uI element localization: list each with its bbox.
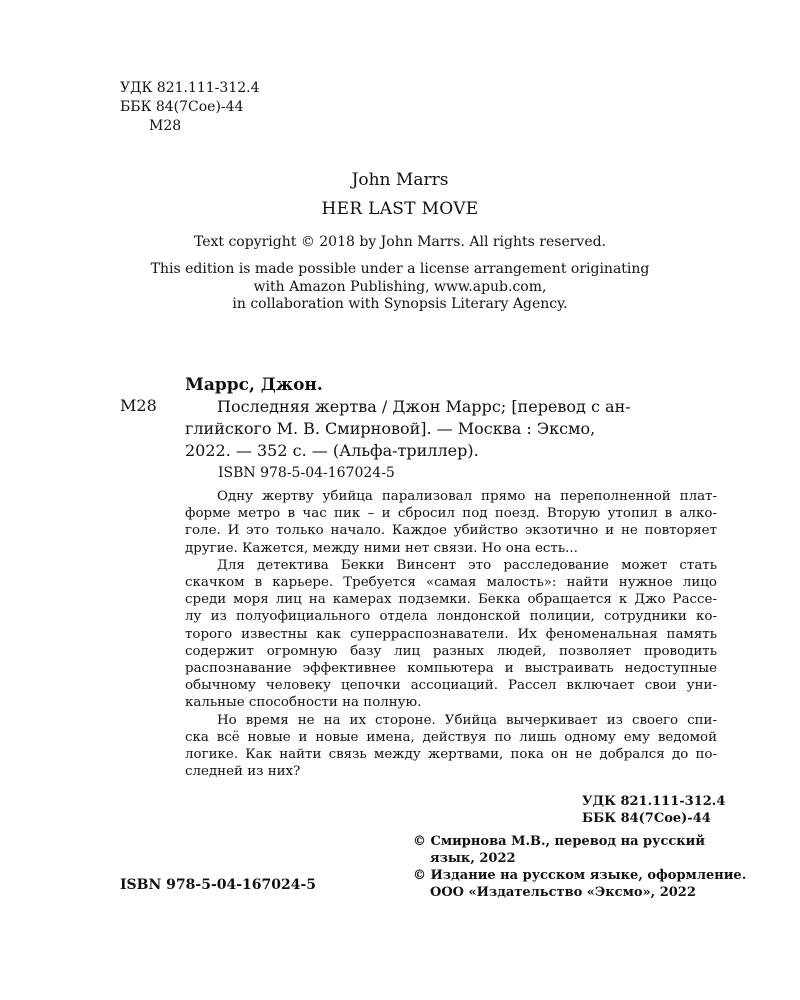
- license-line: in collaboration with Synopsis Literary Agency.: [232, 296, 568, 312]
- annotation-line: голе. И это только начало. Каждое убийство экзотично и не повторяет: [185, 523, 717, 539]
- credit-line: © Издание на русском языке, оформление.: [413, 868, 747, 883]
- annotation-line: логике. Как найти связь между жертвами, пока он не добрался до по-: [185, 747, 717, 763]
- annotation-line: ска всё новые и новые имена, действуя по лишь одному ему ведомой: [185, 729, 717, 745]
- annotation-line: содержит огромную базу лиц разных людей, позволяет проводить: [185, 643, 717, 659]
- original-copyright: Text copyright © 2018 by John Marrs. All rights reserved.: [193, 234, 607, 250]
- annotation-line: скачком в карьере. Требуется «самая малость»: найти нужное лицо: [185, 575, 717, 591]
- udk-code: УДК 821.111-312.4: [120, 80, 260, 96]
- catalog-isbn: ISBN 978-5-04-167024-5: [218, 465, 395, 481]
- annotation-line: кальные способности на полную.: [185, 695, 422, 711]
- license-notice: [0, 261, 800, 314]
- credit-line: ООО «Издательство «Эксмо», 2022: [430, 885, 696, 900]
- annotation-line: форме метро в час пик – и сбросил под поезд. Вторую утопил в алко-: [185, 506, 717, 522]
- annotation-line: торого известны как суперраспознаватели. Их феноменальная память: [185, 626, 717, 642]
- author-mark: М28: [149, 118, 182, 134]
- bottom-isbn: ISBN 978-5-04-167024-5: [120, 877, 317, 893]
- bibliographic-record: [185, 396, 717, 462]
- biblio-line: 2022. — 352 с. — (Альфа-триллер).: [185, 441, 479, 460]
- classification-block: [120, 79, 260, 136]
- annotation-line: следней из них?: [185, 764, 301, 780]
- bottom-udk: УДК 821.111-312.4: [582, 794, 726, 809]
- credit-line: © Смирнова М.В., перевод на русский: [413, 834, 705, 849]
- biblio-line: Последняя жертва / Джон Маррс; [перевод с ан-: [217, 397, 631, 416]
- annotation: [185, 488, 717, 780]
- license-line: This edition is made possible under a license arrangement originating: [150, 261, 650, 277]
- catalog-author: Маррс, Джон.: [185, 375, 323, 395]
- license-line: with Amazon Publishing, www.apub.com,: [253, 278, 547, 295]
- annotation-line: Для детектива Бекки Винсент это расследование может стать: [217, 557, 717, 573]
- annotation-line: другие. Кажется, между ними нет связи. Но она есть...: [185, 540, 578, 556]
- annotation-line: обычному человеку цепочки ассоциаций. Рассел включает свои уни-: [185, 678, 717, 694]
- biblio-line: глийского М. В. Смирновой]. — Москва : Эксмо,: [185, 419, 596, 438]
- original-title: HER LAST MOVE: [321, 199, 479, 219]
- original-author: John Marrs: [351, 170, 449, 190]
- annotation-line: лу из полуофициального отдела лондонской полиции, сотрудники ко-: [185, 609, 717, 625]
- bottom-bbk: ББК 84(7Сое)-44: [582, 811, 711, 826]
- bbk-code: ББК 84(7Сое)-44: [120, 99, 244, 115]
- translation-credits: [413, 833, 746, 901]
- annotation-line: Одну жертву убийца парализовал прямо на переполненной плат-: [217, 489, 717, 504]
- bottom-classification: [582, 793, 725, 827]
- credit-line: язык, 2022: [430, 851, 516, 866]
- annotation-line: Но время не на их стороне. Убийца вычеркивает из своего спи-: [217, 712, 717, 728]
- annotation-line: среди моря лиц на камерах подземки. Бекка обращается к Джо Рассе-: [185, 592, 717, 608]
- catalog-index-code: М28: [120, 396, 157, 415]
- annotation-line: распознавание эффективнее компьютера и выстраивать недоступные: [185, 661, 717, 677]
